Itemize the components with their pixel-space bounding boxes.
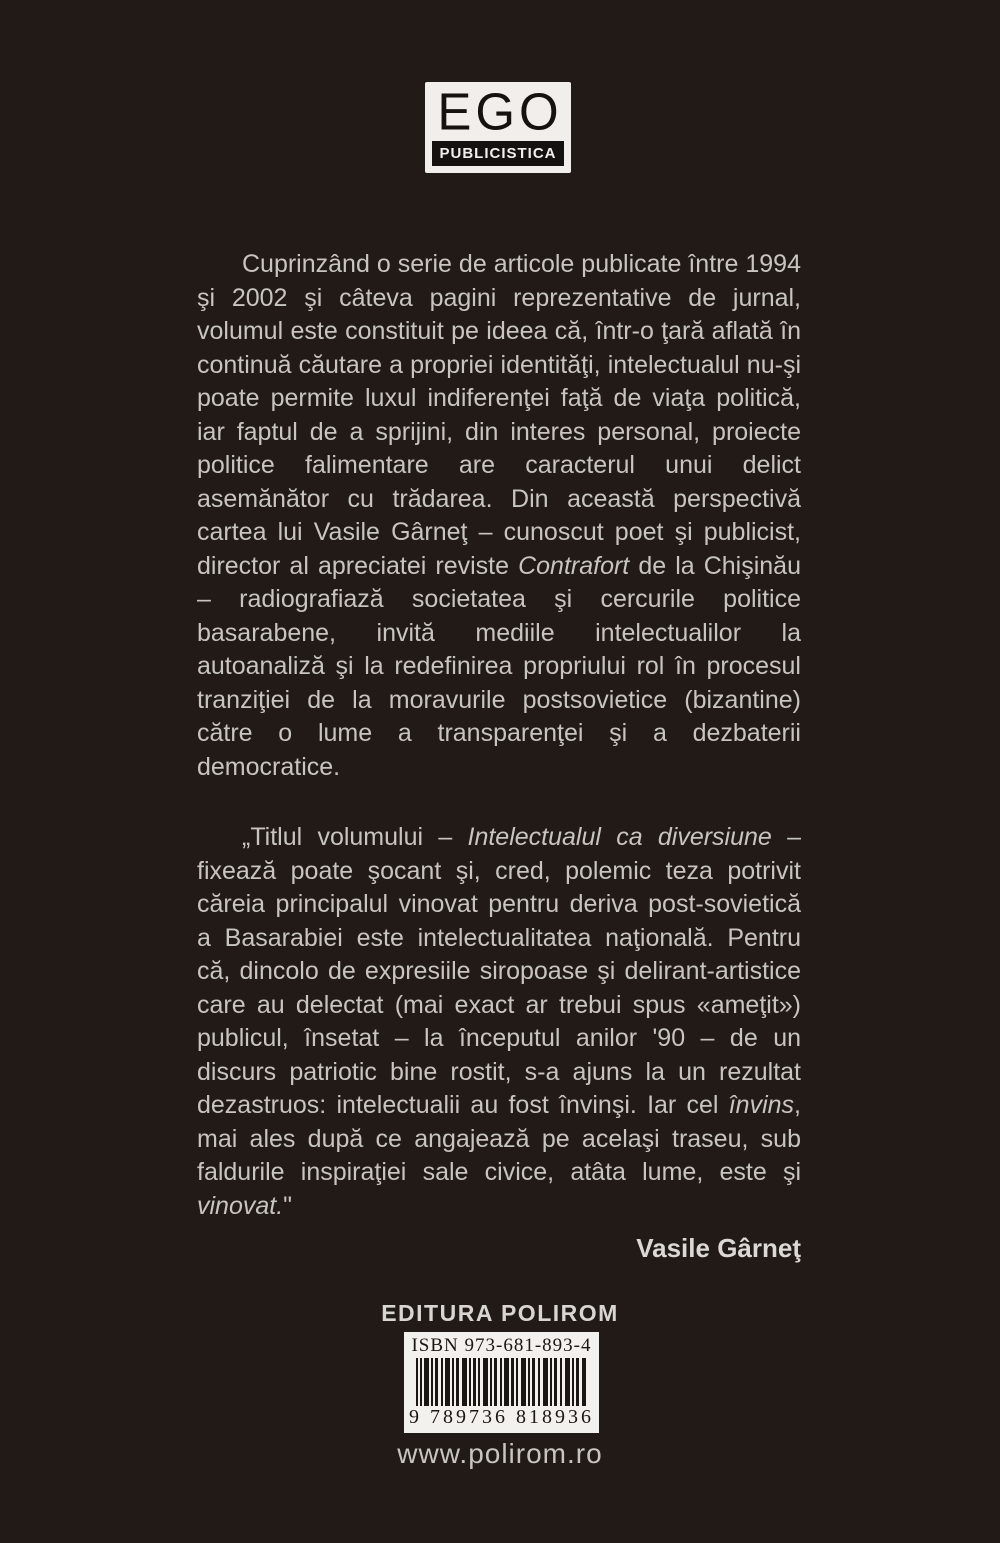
publisher-website: www.polirom.ro — [397, 1438, 603, 1469]
barcode-number: 9 789736 818936 — [409, 1406, 594, 1428]
author-signature: Vasile Gârneţ — [636, 1233, 801, 1263]
publisher-logo — [425, 82, 571, 173]
barcode — [416, 1358, 588, 1406]
publisher-name: EDITURA POLIROM — [381, 1300, 619, 1326]
description-paragraphs — [197, 248, 801, 1223]
logo-ego-text: EGO — [437, 82, 563, 141]
paragraph: Cuprinzând o serie de articole publicate între 1994 şi 2002 şi câteva pagini reprezentative de jurnal, volumul este constituit pe ideea că, într-o ţară aflată în continuă căutare a propriei identităţi, intelectualul nu-şi poate permite luxul indiferenţei faţă de viaţa politică, iar faptul de a sprijini, din interes personal, proiecte politice falimentare are caracterul unui delict asemănător cu trădarea. Din această perspectivă cartea lui Vasile Gârneţ – cunoscut poet şi publicist, director al apreciatei reviste Contrafort de la Chişinău – radiografiază societatea şi cercurile politice basarabene, invită mediile intelectualilor la autoanaliză şi la redefinirea propriului rol în procesul tranziţiei de la moravurile postsovietice (bizantine) către o lume a transparenţei şi a dezbaterii democratice. — [197, 250, 801, 781]
isbn-label: ISBN 973-681-893-4 — [411, 1335, 592, 1356]
isbn-barcode-box — [404, 1332, 599, 1433]
paragraph: „Titlul volumului – Intelectualul ca diversiune – fixează poate şocant şi, cred, polemic teza potrivit căreia principalul vinovat pentru deriva post-sovietică a Basarabiei este intelectualitatea naţională. Pentru că, dincolo de expresiile siropoase şi delirant-artistice care au delectat (mai exact ar trebui spus «ameţit») publicul, însetat – la începutul anilor '90 – de un discurs patriotic bine rostit, s-a ajuns la un rezultat dezastruos: intelectualii au fost învinşi. Iar cel învins, mai ales după ce angajează pe acelaşi traseu, sub faldurile inspiraţiei sale civice, atâta lume, este şi vinovat." — [197, 823, 802, 1220]
logo-publicistica-text: PUBLICISTICA — [439, 145, 557, 162]
logo-subtitle-bar — [432, 141, 564, 166]
